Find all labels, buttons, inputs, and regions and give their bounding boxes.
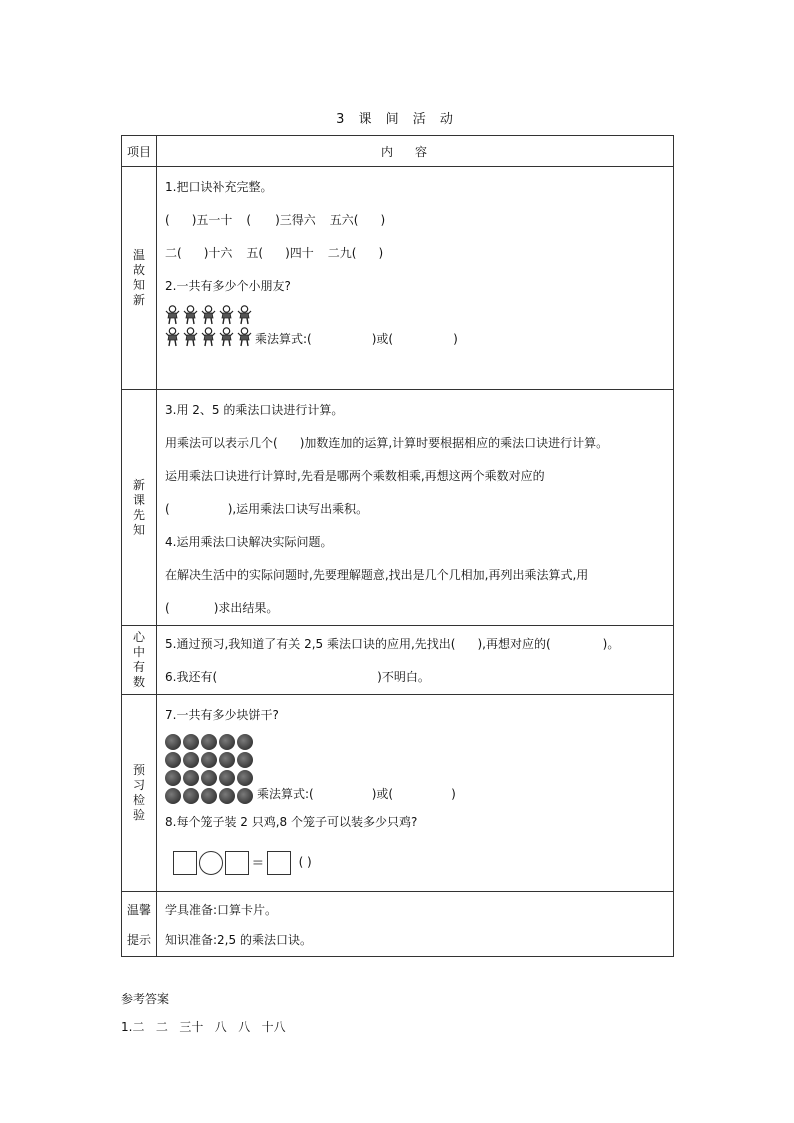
child-figure — [237, 327, 252, 347]
cookie — [183, 734, 199, 750]
unit-paren: ( ) — [298, 855, 312, 869]
formula-line-1: 乘法算式:( )或( ) — [255, 332, 458, 346]
child-figure — [201, 305, 216, 325]
question-7: 7.一共有多少块饼干? — [165, 708, 279, 722]
kids-illustration — [165, 305, 253, 347]
preview-line-4: 在解决生活中的实际问题时,先要理解题意,找出是几个几相加,再列出乘法算式,用 — [165, 568, 589, 582]
equation-boxes — [165, 839, 673, 885]
operator-circle[interactable] — [199, 851, 223, 875]
child-figure — [219, 305, 234, 325]
cookie — [165, 770, 181, 786]
cookie — [165, 734, 181, 750]
answer-box-3[interactable] — [267, 851, 291, 875]
preview-line-1: 用乘法可以表示几个( )加数连加的运算,计算时要根据相应的乘法口诀进行计算。 — [165, 436, 609, 450]
cookie — [201, 734, 217, 750]
cookie — [183, 770, 199, 786]
fill-row-1: ( )五一十 ( )三得六 五六( ) — [165, 213, 386, 227]
cookie — [219, 752, 235, 768]
cookie — [237, 770, 253, 786]
answer-box-1[interactable] — [173, 851, 197, 875]
cookie — [183, 752, 199, 768]
cookie — [219, 788, 235, 804]
preview-line-3: ( ),运用乘法口诀写出乘积。 — [165, 502, 369, 516]
section-label-preview: 新课先知 — [132, 477, 145, 537]
question-6: 6.我还有( )不明白。 — [165, 670, 430, 684]
answer-key — [121, 985, 286, 1041]
page-title: 3 课 间 活 动 — [336, 112, 458, 127]
section-check — [122, 695, 674, 892]
section-review — [122, 167, 674, 390]
section-label-review: 温故知新 — [132, 248, 145, 307]
tip-1: 学具准备:口算卡片。 — [165, 903, 278, 917]
answer-box-2[interactable] — [225, 851, 249, 875]
cookie — [237, 752, 253, 768]
section-mind — [122, 626, 674, 695]
equals-sign: = — [252, 854, 264, 871]
tip-2: 知识准备:2,5 的乘法口诀。 — [165, 933, 312, 947]
section-tips — [122, 892, 674, 957]
cookie — [183, 788, 199, 804]
child-figure — [201, 327, 216, 347]
cookie — [219, 770, 235, 786]
cookie — [165, 788, 181, 804]
question-5: 5.通过预习,我知道了有关 2,5 乘法口诀的应用,先找出( ),再想对应的( )。 — [165, 637, 620, 651]
section-label-check: 预习检验 — [132, 763, 145, 822]
section-label-mind: 心中有数 — [132, 630, 145, 689]
question-1: 1.把口诀补充完整。 — [165, 180, 273, 194]
question-2: 2.一共有多少个小朋友? — [165, 279, 291, 293]
formula-line-2: 乘法算式:( )或( ) — [257, 787, 456, 801]
child-figure — [183, 327, 198, 347]
answer-1: 1.二 二 三十 八 八 十八 — [121, 1020, 286, 1034]
child-figure — [165, 305, 180, 325]
tips-label-1: 温馨 — [126, 903, 151, 917]
child-figure — [165, 327, 180, 347]
header-content: 内容 — [157, 136, 674, 167]
tips-label-2: 提示 — [126, 933, 151, 947]
question-3: 3.用 2、5 的乘法口诀进行计算。 — [165, 403, 344, 417]
cookie — [201, 770, 217, 786]
question-8: 8.每个笼子装 2 只鸡,8 个笼子可以装多少只鸡? — [165, 815, 418, 829]
cookie — [219, 734, 235, 750]
cookies-illustration — [165, 734, 253, 804]
cookie — [165, 752, 181, 768]
cookie — [201, 752, 217, 768]
preview-line-2: 运用乘法口诀进行计算时,先看是哪两个乘数相乘,再想这两个乘数对应的 — [165, 469, 545, 483]
table-header-row — [122, 136, 674, 167]
preview-line-5: ( )求出结果。 — [165, 601, 279, 615]
kids-row — [165, 303, 673, 359]
cookie — [237, 788, 253, 804]
cookies-row — [165, 732, 673, 806]
child-figure — [219, 327, 234, 347]
cookie — [237, 734, 253, 750]
worksheet-table — [121, 135, 674, 957]
question-4: 4.运用乘法口诀解决实际问题。 — [165, 535, 333, 549]
section-preview — [122, 390, 674, 626]
cookie — [201, 788, 217, 804]
fill-row-2: 二( )十六 五( )四十 二九( ) — [165, 246, 384, 260]
answer-key-title: 参考答案 — [121, 992, 170, 1006]
header-item: 项目 — [122, 136, 157, 167]
child-figure — [183, 305, 198, 325]
child-figure — [237, 305, 252, 325]
